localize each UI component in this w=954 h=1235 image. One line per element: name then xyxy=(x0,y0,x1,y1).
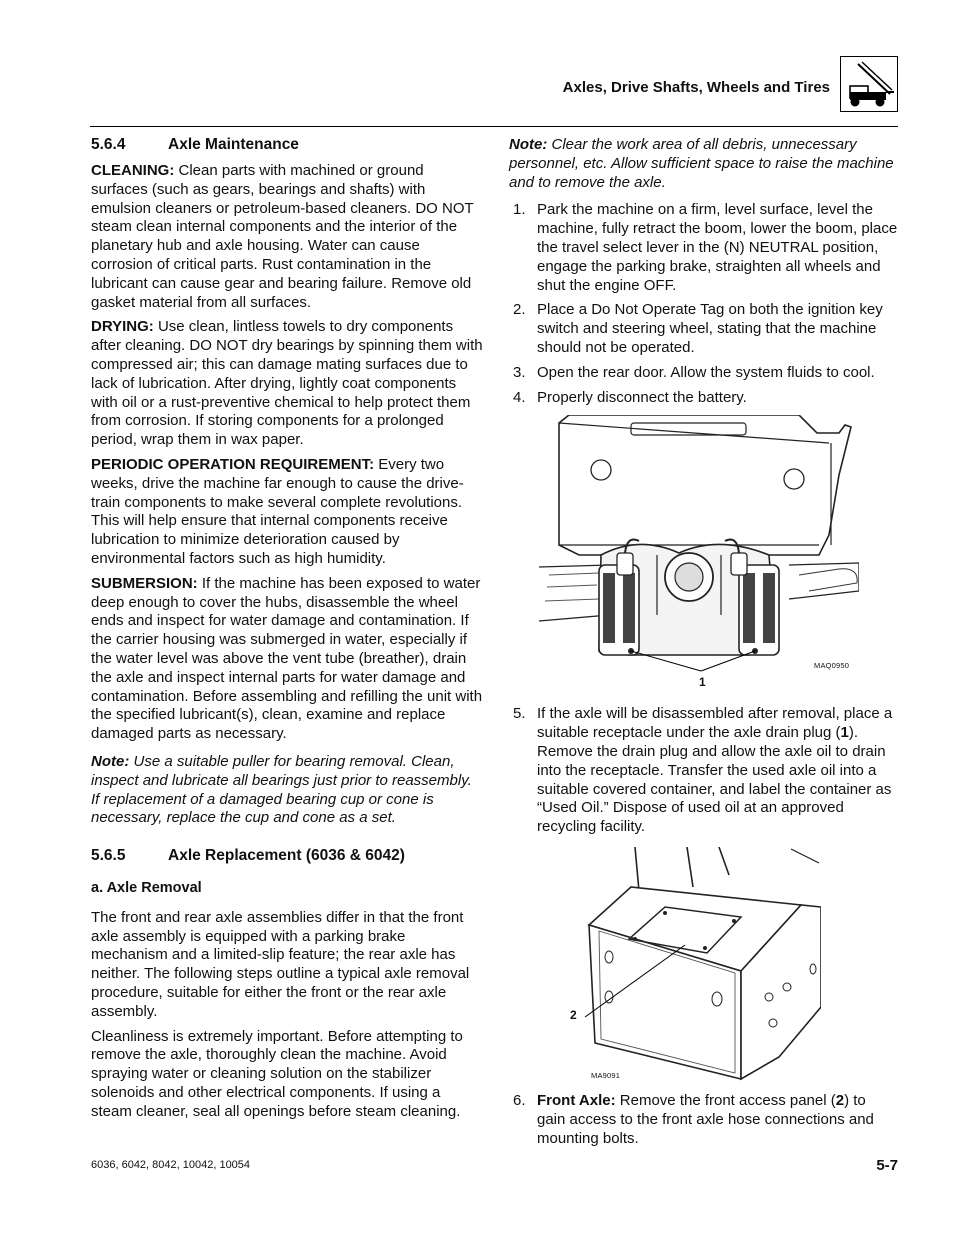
cleaning-label: CLEANING: xyxy=(91,162,175,179)
step-text: Remove the front access panel ( xyxy=(615,1091,836,1109)
submersion-label: SUBMERSION: xyxy=(91,574,198,592)
note-text: Clear the work area of all debris, unnecessary personnel, etc. Allow sufficient space to raise the machine and to remove the axle. xyxy=(509,136,894,191)
cleaning-text: Clean parts with machined or ground surfaces (such as gears, bearings and shafts) with emulsion cleaners or petroleum-based cleaners. DO NOT steam clean internal components and the interior of the planetary hub and axle housing. Water can cause corrosion of critical parts. Rust contamination in the lubricant can cause gear and bearing failure. Remove old gasket material from all surfaces. xyxy=(91,162,474,311)
access-panel-figure xyxy=(569,847,898,1083)
periodic-text: Every two weeks, drive the machine far enough to cause the drive-train components to make several complete revolutions. This will help ensure that internal components receive lubrication to minimize deterioration caused by environmental factors such as high humidity. xyxy=(91,455,464,567)
step-text: Park the machine on a firm, level surface, level the machine, fully retract the boom, lower the boom, place the travel select lever in the (N) NEUTRAL position, engage the parking brake, straighten all wheels and shut the engine OFF. xyxy=(537,201,898,294)
section-title: Axle Maintenance xyxy=(168,136,299,153)
cleanliness-paragraph: Cleanliness is extremely important. Before attempting to remove the axle, thoroughly clean the machine. Avoid spraying water or cleaning solution on the stabilizer solenoids and other electrical components. If using a steam cleaner, seal all openings before steam cleaning. xyxy=(91,1027,463,1120)
callout-ref: 2 xyxy=(835,1091,845,1109)
step-text: Properly disconnect the battery. xyxy=(537,388,747,406)
bearing-note xyxy=(91,753,483,828)
step-item xyxy=(509,201,898,295)
axle-drain-figure xyxy=(539,415,898,691)
step-text: If the axle will be disassembled after removal, place a suitable receptacle under the axle drain plug ( xyxy=(537,705,893,742)
callout-ref: 1 xyxy=(840,724,849,742)
callout-1: 1 xyxy=(699,675,706,690)
step-number: 2. xyxy=(513,301,526,319)
step-item xyxy=(509,389,898,408)
section-5-6-4-heading xyxy=(91,136,483,154)
removal-steps-list-continued xyxy=(509,705,898,837)
step-text-cont: ). Remove the drain plug and allow the axle oil to drain into the receptacle. Transfer the used axle oil into a suitable covered container, and label the container as “Used Oil.” Dispose of used oil at an approved recycling facility. xyxy=(537,724,892,836)
work-area-note xyxy=(509,136,898,192)
callout-2: 2 xyxy=(570,1007,577,1022)
removal-steps-list-final xyxy=(509,1092,898,1148)
step-number: 4. xyxy=(513,388,526,406)
front-axle-label: Front Axle: xyxy=(537,1091,616,1109)
note-label: Note: xyxy=(509,136,548,153)
section-number: 5.6.4 xyxy=(91,136,126,153)
removal-steps-list xyxy=(509,201,898,407)
note-text: Use a suitable puller for bearing removal. Clean, inspect and lubricate all bearings just prior to reassembly. If replacement of a damaged bearing cup or cone is necessary, replace the cup and cone as a set. xyxy=(91,752,472,827)
step-text-cont: ) to gain access to the front axle hose connections and mounting bolts. xyxy=(537,1091,874,1147)
step-item xyxy=(509,1092,898,1148)
submersion-paragraph xyxy=(91,575,483,744)
figure-code: MAQ0950 xyxy=(814,661,850,671)
left-column xyxy=(91,136,483,1122)
step-item xyxy=(509,301,898,357)
periodic-paragraph xyxy=(91,456,483,569)
step-number: 1. xyxy=(513,201,526,219)
step-number: 5. xyxy=(513,705,526,723)
step-item xyxy=(509,364,898,383)
axle-difference-paragraph: The front and rear axle assemblies differ in that the front axle assembly is equipped with a parking brake mechanism and a limited-slip feature; the rear axle has neither. The following steps outline a typical axle removal procedure, suitable for either the front or the rear axle assembly. xyxy=(91,908,470,1020)
footer-models: 6036, 6042, 8042, 10042, 10054 xyxy=(91,1159,251,1171)
page-number: 5-7 xyxy=(876,1157,898,1174)
step-text: Place a Do Not Operate Tag on both the ignition key switch and steering wheel, stating that the machine should not be operated. xyxy=(537,301,883,356)
running-header-title: Axles, Drive Shafts, Wheels and Tires xyxy=(562,79,830,96)
step-number: 3. xyxy=(513,363,526,381)
axle-removal-subheading: a. Axle Removal xyxy=(91,880,202,897)
header-rule xyxy=(90,126,898,127)
figure-code: MA9091 xyxy=(591,1070,621,1080)
step-text: Open the rear door. Allow the system fluids to cool. xyxy=(537,363,875,381)
step-number: 6. xyxy=(513,1091,526,1109)
section-5-6-5-heading xyxy=(91,847,483,865)
step-item xyxy=(509,705,898,837)
note-label: Note: xyxy=(91,752,130,770)
section-title: Axle Replacement (6036 & 6042) xyxy=(168,847,405,865)
section-number: 5.6.5 xyxy=(91,847,126,865)
drying-label: DRYING: xyxy=(91,318,154,336)
submersion-text: If the machine has been exposed to water deep enough to cover the hubs, disassemble the wheel ends and inspect for water damage and contamination. If the carrier housing was submerged in water, especially if the water level was above the vent tube (breather), drain the axle and inspect internal parts for water damage and contamination. Before assembling and refilling the unit with the specified lubricant(s), clean, examine and replace damaged parts as necessary. xyxy=(91,574,483,743)
right-column xyxy=(509,136,898,1148)
periodic-label: PERIODIC OPERATION REQUIREMENT: xyxy=(91,455,375,473)
cleaning-paragraph xyxy=(91,162,483,312)
drying-paragraph xyxy=(91,318,483,450)
telehandler-icon xyxy=(840,56,898,112)
drying-text: Use clean, lintless towels to dry components after cleaning. DO NOT dry bearings by spinning them with compressed air; this can damage mating surfaces due to lack of lubrication. After drying, lightly coat components with oil or a rust-preventive chemical to help protect them from corrosion. If storing components for a prolonged period, wrap them in wax paper. xyxy=(91,318,483,449)
